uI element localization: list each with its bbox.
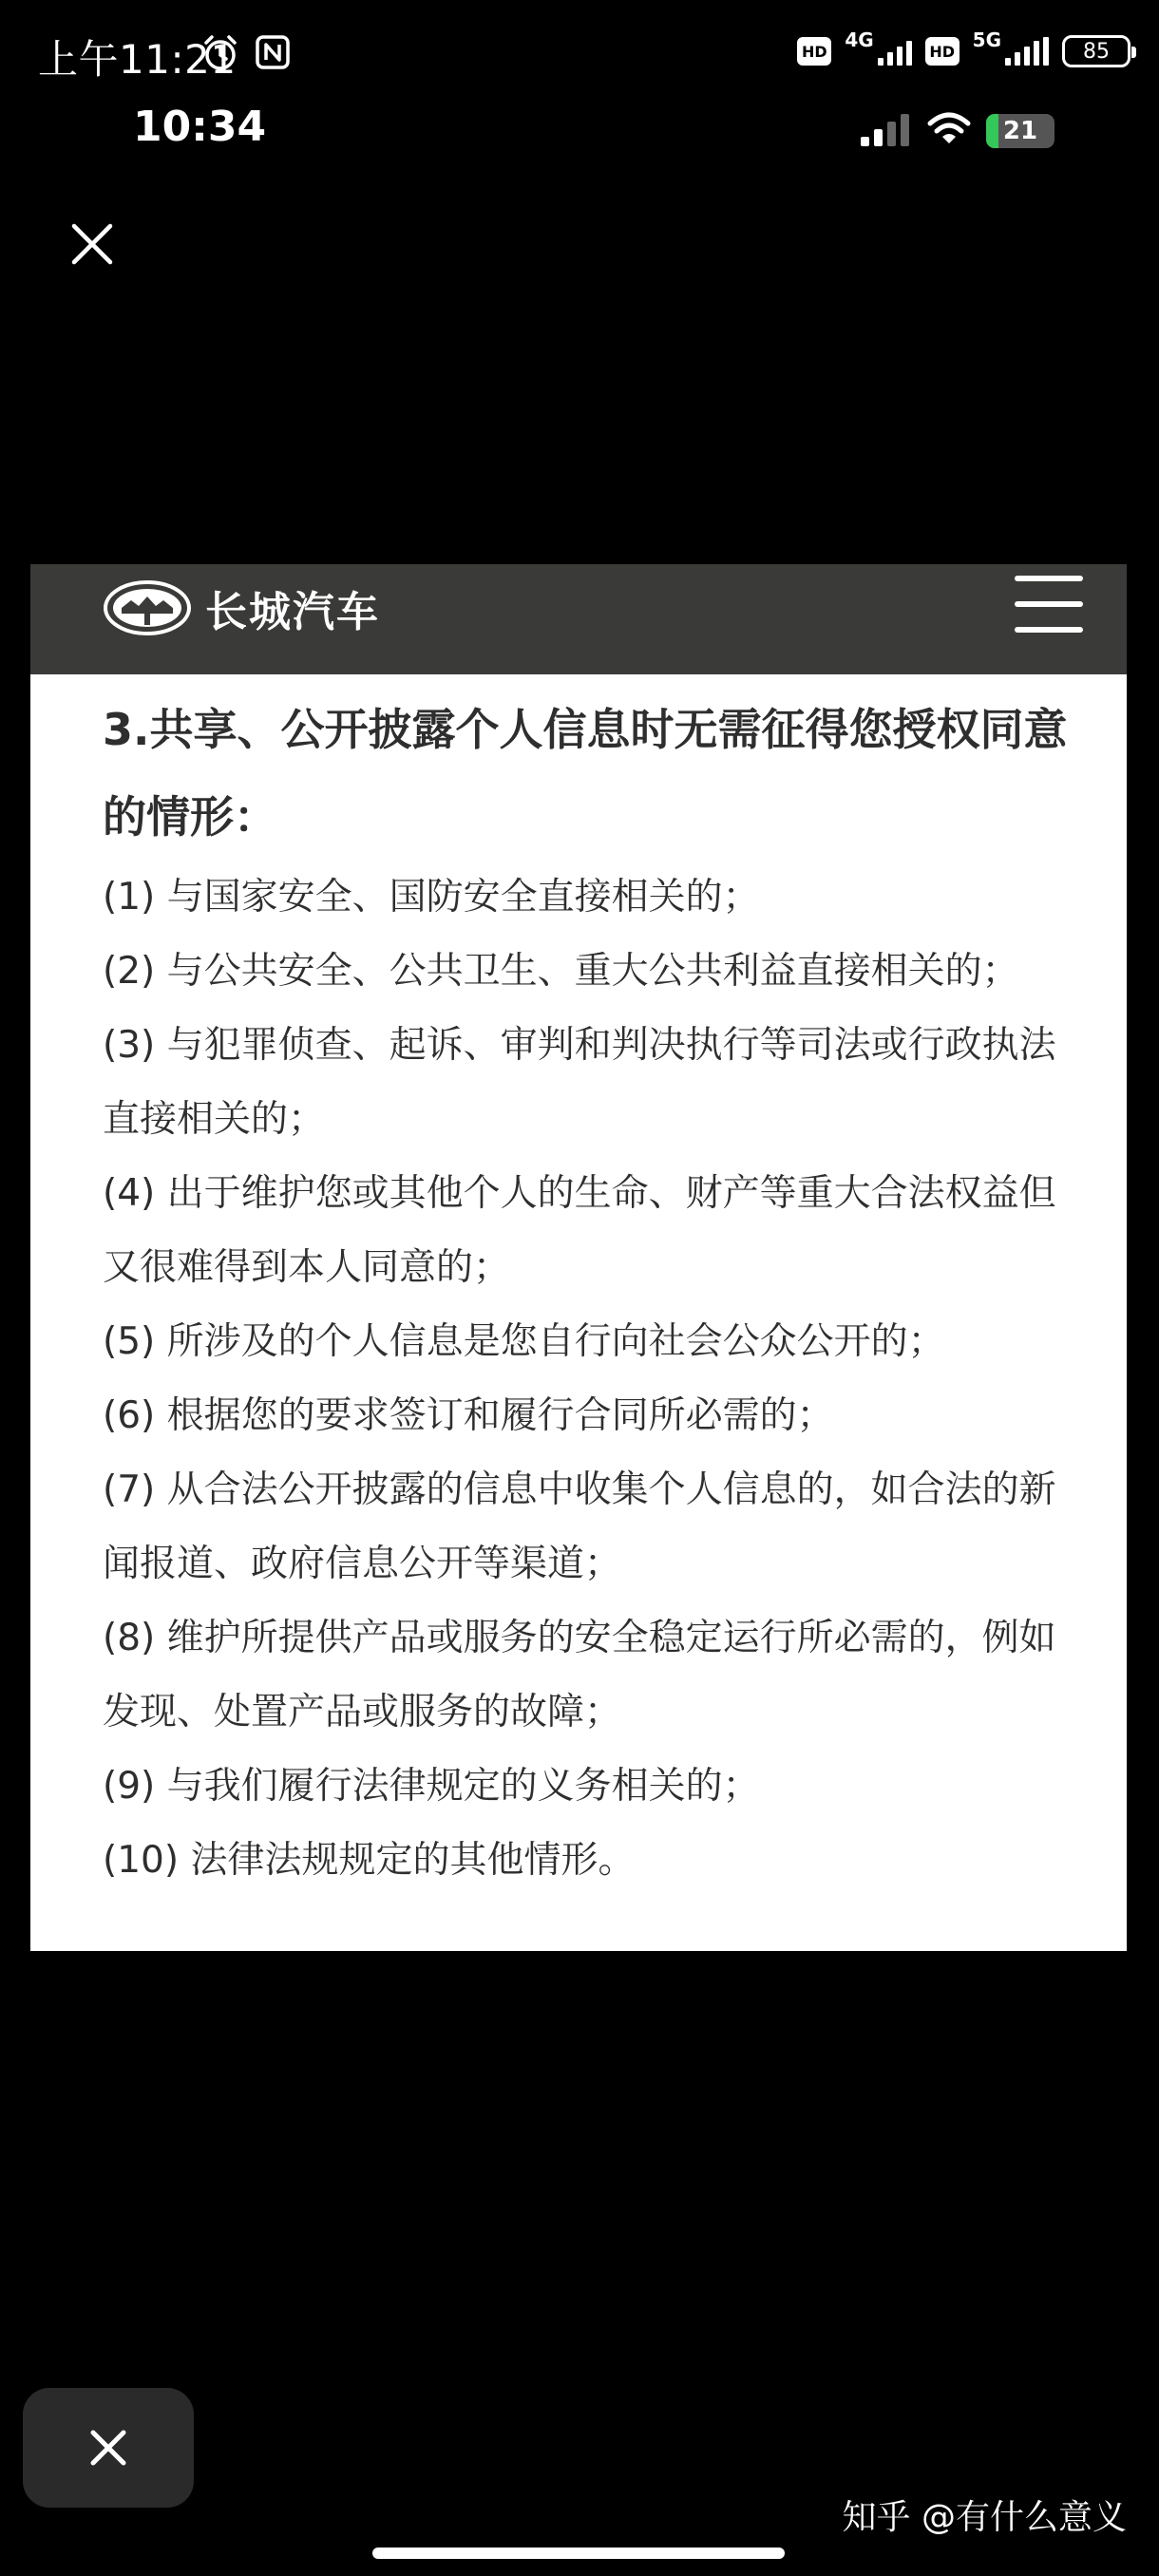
list-item: (10) 法律法规规定的其他情形。 <box>103 1839 636 1882</box>
site-logo <box>103 572 380 644</box>
list-item: (2) 与公共安全、公共卫生、重大公共利益直接相关的； <box>103 950 1019 993</box>
policy-content <box>103 686 1072 1898</box>
home-indicator[interactable] <box>372 2548 785 2559</box>
alarm-icon <box>201 34 239 72</box>
list-item: (6) 根据您的要求签订和履行合同所必需的； <box>103 1394 834 1437</box>
close-icon[interactable] <box>66 218 118 270</box>
site-header <box>30 564 1127 674</box>
zhihu-watermark: 知乎 @有什么意义 <box>842 2498 1127 2537</box>
item-list <box>103 861 1072 1898</box>
close-icon <box>87 2427 129 2469</box>
inner-battery-icon <box>986 114 1054 148</box>
hamburger-menu-icon[interactable] <box>1015 576 1083 633</box>
list-item: (1) 与国家安全、国防安全直接相关的； <box>103 876 760 919</box>
brand-name: 长城汽车 <box>205 588 380 636</box>
hd-badge-2: HD <box>925 37 960 66</box>
list-item: (7) 从合法公开披露的信息中收集个人信息的，如合法的新闻报道、政府信息公开等渠道； <box>103 1468 1056 1585</box>
list-item: (3) 与犯罪侦查、起诉、审判和判决执行等司法或行政执法直接相关的； <box>103 1024 1056 1141</box>
list-item: (5) 所涉及的个人信息是您自行向社会公众公开的； <box>103 1320 945 1363</box>
inner-battery-level: 21 <box>1002 117 1038 145</box>
great-wall-logo-icon <box>103 579 192 636</box>
signal-bars-1-icon <box>878 37 912 66</box>
close-viewer-button[interactable] <box>23 2388 194 2508</box>
network-type-2: 5G <box>972 28 1001 51</box>
network-type-1: 4G <box>845 28 874 51</box>
screenshot-image <box>30 564 1127 1951</box>
battery-icon <box>1062 35 1130 67</box>
list-item: (8) 维护所提供产品或服务的安全稳定运行所必需的，例如发现、处置产品或服务的故障； <box>103 1617 1056 1733</box>
list-item: (4) 出于维护您或其他个人的生命、财产等重大合法权益但又很难得到本人同意的； <box>103 1172 1056 1289</box>
nfc-icon <box>255 34 291 70</box>
signal-bars-2-icon <box>1005 37 1049 66</box>
battery-level: 85 <box>1083 39 1110 64</box>
inner-signal-icon <box>861 114 909 146</box>
status-time: 上午11:21 <box>38 36 237 83</box>
section-heading: 3.共享、公开披露个人信息时无需征得您授权同意的情形： <box>103 704 1068 843</box>
list-item: (9) 与我们履行法律规定的义务相关的； <box>103 1765 760 1808</box>
status-icons <box>797 28 1130 74</box>
hd-badge: HD <box>797 37 831 66</box>
wifi-icon <box>927 112 971 146</box>
inner-status-time: 10:34 <box>133 103 267 151</box>
